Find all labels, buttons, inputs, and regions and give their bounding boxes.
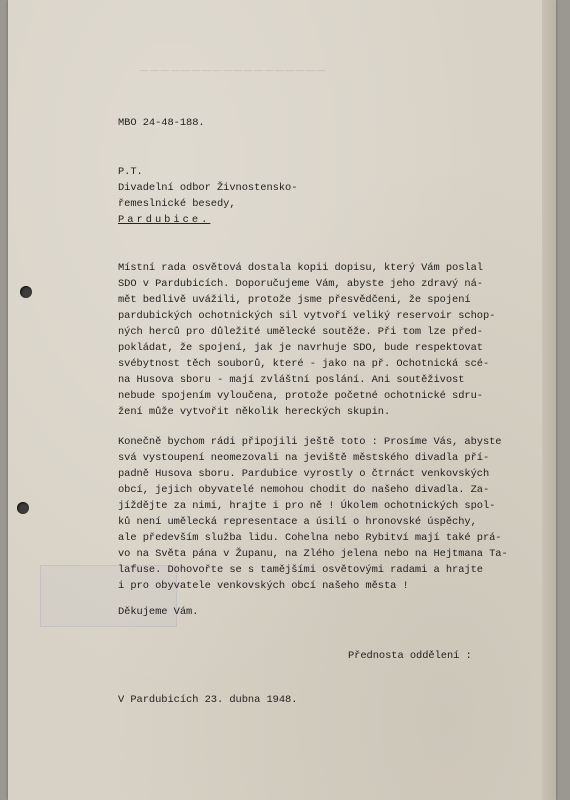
text-line: ných herců pro důležité umělecké soutěže. Při tom lze před-: [118, 326, 483, 338]
text-line: mět bedlivě uvážili, protože jsme přesvědčeni, že spojení: [118, 294, 471, 306]
text-line: padně Husova sboru. Pardubice vyrostly o čtrnáct venkovských: [118, 468, 490, 480]
faint-letterhead-bleed: ──────────────────: [140, 64, 328, 80]
addressee-salutation: P.T.: [118, 166, 143, 178]
text-line: nebude spojením vyloučena, protože početné ochotnické sdru-: [118, 390, 483, 402]
signature-title: Přednosta oddělení :: [348, 650, 472, 662]
text-line: ale především služba lidu. Cohelna nebo Rybitví mají také prá-: [118, 532, 502, 544]
text-line: lafuse. Dohovořte se s tamějšími osvětovými radami a hrajte: [118, 564, 483, 576]
text-line: obcí, jejich obyvatelé nemohou chodit do našeho divadla. Za-: [118, 484, 490, 496]
text-line: svébytnost těch souborů, které - jako na př. Ochotnická scé-: [118, 358, 490, 370]
paper-edge: [542, 0, 556, 800]
text-line: SDO v Pardubicích. Doporučujeme Vám, abyste jeho zdravý ná-: [118, 278, 483, 290]
text-line: jíždějte za nimi, hrajte i pro ně ! Úkolem ochotnických spol-: [118, 500, 496, 512]
text-line: pokládat, že spojení, jak je navrhuje SDO, bude respektovat: [118, 342, 483, 354]
punch-hole-top: [20, 286, 32, 298]
text-line: na Husova sboru - mají zvláštní poslání. Ani soutěživost: [118, 374, 465, 386]
text-line: svá vystoupení neomezovali na jeviště městského divadla pří-: [118, 452, 490, 464]
text-line: Místní rada osvětová dostala kopii dopisu, který Vám poslal: [118, 262, 483, 274]
closing-thanks: Děkujeme Vám.: [118, 606, 199, 618]
addressee-city: Pardubice.: [118, 214, 211, 226]
punch-hole-bottom: [17, 502, 29, 514]
text-line: i pro obyvatele venkovských obcí našeho města !: [118, 580, 409, 592]
addressee-line-1: Divadelní odbor Živnostensko-: [118, 182, 298, 194]
text-line: pardubických ochotnických sil vytvoří veliký reservoir schop-: [118, 310, 496, 322]
addressee-line-2: řemeslnické besedy,: [118, 198, 236, 210]
date-line: V Pardubicích 23. dubna 1948.: [118, 694, 298, 706]
text-line: žení může vytvořit několik hereckých skupin.: [118, 406, 391, 418]
reference-number: MBO 24-48-188.: [118, 117, 205, 129]
text-line: Konečně bychom rádi připojili ještě toto : Prosíme Vás, abyste: [118, 436, 502, 448]
text-line: vo na Světa pána v Županu, na Zlého jelena nebo na Hejtmana Ta-: [118, 548, 508, 560]
text-line: ků není umělecká representace a úsilí o hronovské úspěchy,: [118, 516, 477, 528]
